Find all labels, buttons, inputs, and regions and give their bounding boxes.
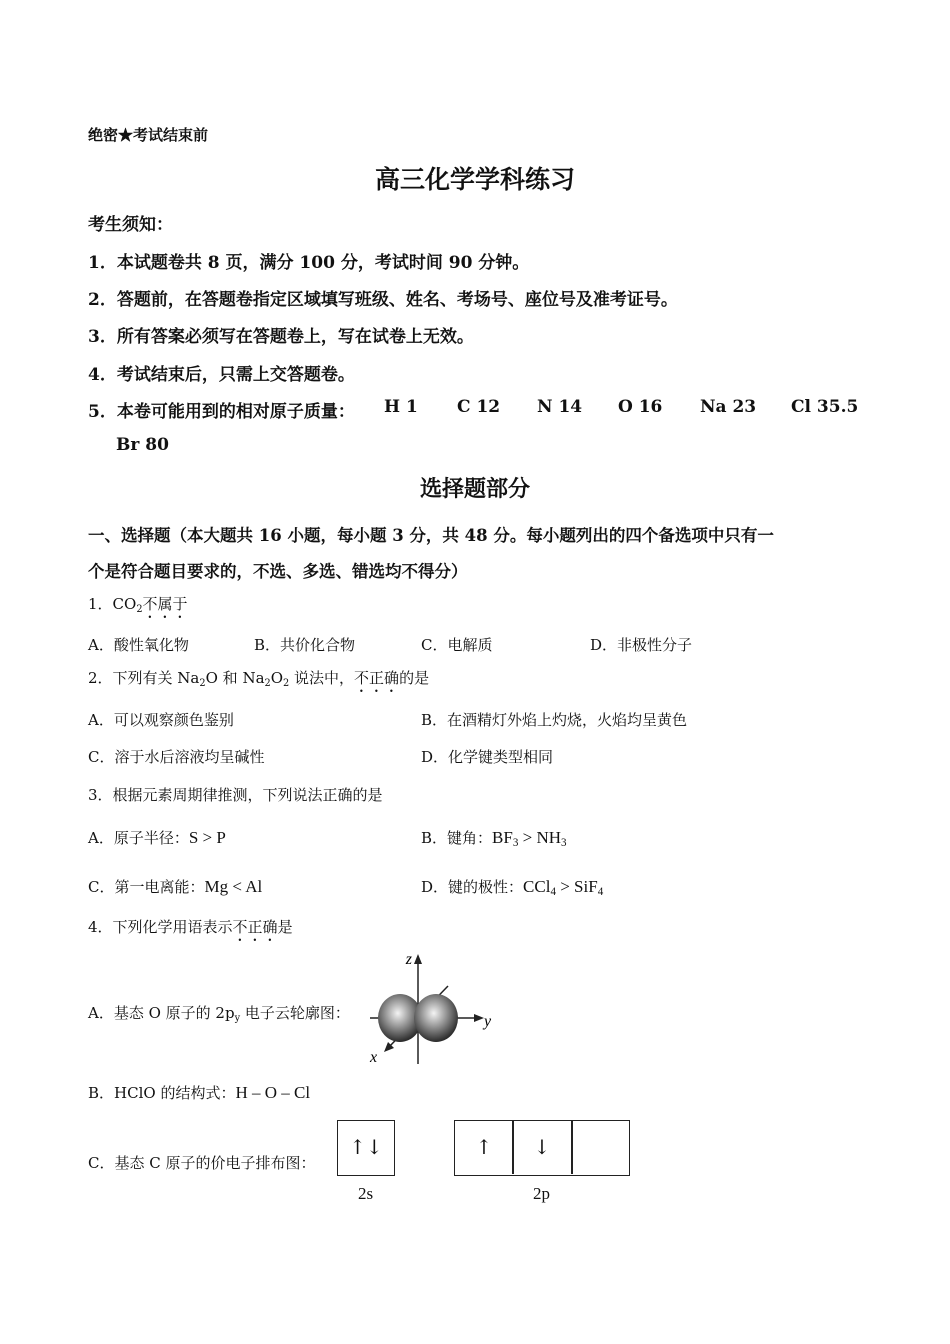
section-title: 选择题部分 <box>419 476 530 502</box>
orbital-lobe-right <box>414 994 458 1042</box>
p-orbital-figure <box>360 952 500 1070</box>
q1-stem: 1．$CO_2$不属于 <box>88 595 188 615</box>
q1-emphasis: 不属于 <box>142 595 188 613</box>
section-instruction-line1: 一、选择题（本大题共 16 小题，每小题 3 分，共 48 分。每小题列出的四个备选项中只有一 <box>88 526 774 545</box>
q4-option-a: A．基态 O 原子的 $2p_y$ 电子云轮廓图： <box>88 1004 350 1024</box>
q2-option-a: A．可以观察颜色鉴别 <box>88 711 234 729</box>
confidential-label: 绝密★考试结束前 <box>88 126 209 144</box>
mass-o: O 16 <box>618 397 663 417</box>
axis-label-x: x <box>370 1049 378 1066</box>
q3-option-b: B．键角：$BF_3 > NH_3$ <box>421 828 567 849</box>
orbital-caption-2p: 2p <box>533 1184 550 1203</box>
notice-item-5-label: 5．本卷可能用到的相对原子质量： <box>88 402 355 422</box>
axis-label-y: y <box>484 1013 492 1030</box>
q2-option-b: B．在酒精灯外焰上灼烧，火焰均呈黄色 <box>421 711 688 729</box>
q4-emphasis: 不正确 <box>232 918 278 936</box>
page-title: 高三化学学科练习 <box>374 165 575 194</box>
orbital-box-2s <box>337 1120 395 1176</box>
section-instruction-line2: 个是符合题目要求的，不选、多选、错选均不得分） <box>88 562 468 581</box>
q2-emphasis: 不正确 <box>354 669 400 687</box>
notice-item-3: 3．所有答案必须写在答题卷上，写在试卷上无效。 <box>88 327 474 347</box>
q3-option-a: A．原子半径：S > P <box>88 828 226 847</box>
q4-option-b: B．HClO 的结构式：H – O – Cl <box>88 1083 311 1102</box>
axis-label-z: z <box>405 952 412 968</box>
orbital-arrow-2p-1: ↑ <box>475 1135 493 1159</box>
mass-cl: Cl 35.5 <box>791 397 859 417</box>
q3-option-c: C．第一电离能：Mg < Al <box>88 877 263 896</box>
q2-option-d: D．化学键类型相同 <box>421 748 554 766</box>
q2-stem: 2．下列有关 $Na_2O$ 和 $Na_2O_2$ 说法中，不正确的是 <box>88 669 430 689</box>
orbital-arrows-2s: ↑↓ <box>349 1135 383 1159</box>
orbital-caption-2s: 2s <box>358 1184 374 1203</box>
mass-n: N 14 <box>537 397 583 417</box>
mass-c: C 12 <box>457 397 501 417</box>
q4-option-c: C．基态 C 原子的价电子排布图： <box>88 1154 316 1172</box>
q1-option-a: A．酸性氧化物 <box>88 636 189 654</box>
mass-h: H 1 <box>384 397 418 417</box>
q3-stem: 3．根据元素周期律推测，下列说法正确的是 <box>88 786 383 804</box>
q1-option-d: D．非极性分子 <box>590 636 693 654</box>
q1-option-c: C．电解质 <box>421 636 493 654</box>
notice-item-1: 1．本试题卷共 8 页，满分 100 分，考试时间 90 分钟。 <box>88 253 530 273</box>
mass-br: Br 80 <box>116 435 169 455</box>
q1-option-b: B．共价化合物 <box>254 636 356 654</box>
notice-item-2: 2．答题前，在答题卷指定区域填写班级、姓名、考场号、座位号及准考证号。 <box>88 290 678 310</box>
q2-option-c: C．溶于水后溶液均呈碱性 <box>88 748 265 766</box>
orbital-box-2p <box>454 1120 630 1176</box>
q4-stem: 4．下列化学用语表示不正确是 <box>88 918 293 936</box>
q3-option-d: D．键的极性：CCl$_4$ > SiF$_4$ <box>421 877 604 898</box>
mass-na: Na 23 <box>700 397 757 417</box>
orbital-arrow-2p-2: ↓ <box>533 1135 551 1159</box>
notice-heading: 考生须知： <box>88 215 173 235</box>
notice-item-4: 4．考试结束后，只需上交答题卷。 <box>88 365 355 385</box>
